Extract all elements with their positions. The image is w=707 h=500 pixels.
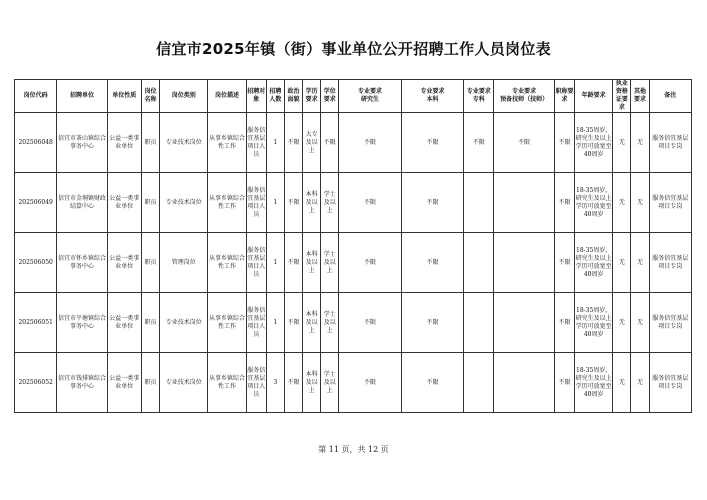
- table-cell-target: 服务信宜基层项目人员: [246, 173, 266, 233]
- table-cell-category: 专业技术岗位: [160, 113, 208, 173]
- table-header-row: [15, 80, 692, 113]
- table-cell-major-bach: 不限: [401, 353, 463, 413]
- column-header: 学位要求: [321, 80, 339, 113]
- table-cell-edu: 大专及以上: [303, 113, 321, 173]
- column-header: 专业要求 预备技师（技师）: [494, 80, 554, 113]
- table-cell-title-req: 不限: [554, 353, 574, 413]
- table-cell-edu: 本科及以上: [303, 293, 321, 353]
- table-cell-count: 1: [266, 173, 284, 233]
- table-cell-major-grad: 不限: [339, 293, 401, 353]
- table-cell-post: 职员: [141, 353, 159, 413]
- table-cell-major-assoc: 不限: [464, 113, 494, 173]
- table-cell-count: 3: [266, 353, 284, 413]
- table-cell-note: 服务信宜基层项目专岗: [649, 233, 691, 293]
- column-header: 岗位名称: [141, 80, 159, 113]
- table-row: [15, 113, 692, 173]
- table-cell-title-req: 不限: [554, 173, 574, 233]
- table-cell-politics: 不限: [284, 353, 302, 413]
- table-cell-major-bach: 不限: [401, 233, 463, 293]
- table-cell-major-assoc: [464, 293, 494, 353]
- table-cell-code: 202506048: [15, 113, 57, 173]
- table-cell-unit: 信宜市金垌镇财政结算中心: [57, 173, 107, 233]
- table-cell-target: 服务信宜基层项目人员: [246, 233, 266, 293]
- column-header: 招聘人数: [266, 80, 284, 113]
- table-cell-title-req: 不限: [554, 233, 574, 293]
- page-title: 信宜市2025年镇（街）事业单位公开招聘工作人员岗位表: [156, 40, 551, 58]
- table-cell-post: 职员: [141, 233, 159, 293]
- table-cell-major-tech: 不限: [494, 113, 554, 173]
- column-header: 学历要求: [303, 80, 321, 113]
- table-cell-other: 无: [631, 353, 649, 413]
- table-cell-category: 专业技术岗位: [160, 353, 208, 413]
- table-cell-major-tech: [494, 293, 554, 353]
- table-cell-politics: 不限: [284, 173, 302, 233]
- table-cell-major-assoc: [464, 233, 494, 293]
- table-cell-major-grad: 不限: [339, 113, 401, 173]
- table-cell-major-assoc: [464, 353, 494, 413]
- table-cell-cert: 无: [613, 173, 631, 233]
- table-cell-age: 18-35周岁，研究生及以上学历可放宽至40周岁: [575, 293, 613, 353]
- table-cell-code: 202506050: [15, 233, 57, 293]
- table-cell-desc: 从事乡镇综合性工作: [208, 173, 246, 233]
- table-cell-desc: 从事乡镇综合性工作: [208, 353, 246, 413]
- table-cell-other: 无: [631, 293, 649, 353]
- table-cell-cert: 无: [613, 113, 631, 173]
- table-cell-major-grad: 不限: [339, 173, 401, 233]
- table-cell-cert: 无: [613, 293, 631, 353]
- table-cell-major-bach: 不限: [401, 293, 463, 353]
- table-cell-desc: 从事乡镇综合性工作: [208, 233, 246, 293]
- column-header: 专业要求 专科: [464, 80, 494, 113]
- table-cell-code: 202506049: [15, 173, 57, 233]
- table-cell-title-req: 不限: [554, 113, 574, 173]
- table-cell-degree: 不限: [321, 113, 339, 173]
- table-cell-other: 无: [631, 233, 649, 293]
- table-cell-unit: 信宜市平塘镇综合事务中心: [57, 293, 107, 353]
- table-cell-desc: 从事乡镇综合性工作: [208, 293, 246, 353]
- table-cell-note: 服务信宜基层项目专岗: [649, 353, 691, 413]
- table-cell-edu: 本科及以上: [303, 233, 321, 293]
- table-cell-major-tech: [494, 353, 554, 413]
- table-cell-age: 18-35周岁，研究生及以上学历可放宽至40周岁: [575, 113, 613, 173]
- table-cell-count: 1: [266, 113, 284, 173]
- table-cell-category: 专业技术岗位: [160, 173, 208, 233]
- table-cell-count: 1: [266, 233, 284, 293]
- table-cell-age: 18-35周岁，研究生及以上学历可放宽至40周岁: [575, 353, 613, 413]
- table-cell-target: 服务信宜基层项目人员: [246, 353, 266, 413]
- table-cell-age: 18-35周岁，研究生及以上学历可放宽至40周岁: [575, 173, 613, 233]
- table-cell-cert: 无: [613, 233, 631, 293]
- column-header: 年龄要求: [575, 80, 613, 113]
- table-cell-category: 管理岗位: [160, 233, 208, 293]
- column-header: 备注: [649, 80, 691, 113]
- table-cell-degree: 学士及以上: [321, 293, 339, 353]
- table-cell-major-tech: [494, 233, 554, 293]
- table-row: [15, 293, 692, 353]
- table-cell-nature: 公益一类事业单位: [107, 233, 141, 293]
- table-cell-note: 服务信宜基层项目专岗: [649, 113, 691, 173]
- table-cell-other: 无: [631, 113, 649, 173]
- column-header: 招聘单位: [57, 80, 107, 113]
- table-cell-major-assoc: [464, 173, 494, 233]
- job-positions-table: [14, 79, 692, 413]
- table-cell-note: 服务信宜基层项目专岗: [649, 173, 691, 233]
- table-cell-nature: 公益一类事业单位: [107, 293, 141, 353]
- table-cell-target: 服务信宜基层项目人员: [246, 293, 266, 353]
- table-cell-title-req: 不限: [554, 293, 574, 353]
- table-cell-major-bach: 不限: [401, 113, 463, 173]
- table-cell-politics: 不限: [284, 293, 302, 353]
- column-header: 岗位代码: [15, 80, 57, 113]
- table-cell-note: 服务信宜基层项目专岗: [649, 293, 691, 353]
- table-cell-category: 专业技术岗位: [160, 293, 208, 353]
- table-cell-post: 职员: [141, 113, 159, 173]
- table-cell-code: 202506052: [15, 353, 57, 413]
- table-cell-politics: 不限: [284, 113, 302, 173]
- column-header: 职称要求: [554, 80, 574, 113]
- column-header: 招聘对象: [246, 80, 266, 113]
- column-header: 岗位类别: [160, 80, 208, 113]
- table-row: [15, 233, 692, 293]
- table-cell-nature: 公益一类事业单位: [107, 113, 141, 173]
- table-body: [15, 113, 692, 413]
- table-cell-edu: 本科及以上: [303, 173, 321, 233]
- column-header: 其他要求: [631, 80, 649, 113]
- column-header: 专业要求 研究生: [339, 80, 401, 113]
- table-cell-unit: 信宜市怀乡镇综合事务中心: [57, 233, 107, 293]
- table-cell-desc: 从事乡镇综合性工作: [208, 113, 246, 173]
- table-cell-count: 1: [266, 293, 284, 353]
- column-header: 岗位描述: [208, 80, 246, 113]
- table-cell-edu: 本科及以上: [303, 353, 321, 413]
- table-row: [15, 173, 692, 233]
- column-header: 执业资格证要求: [613, 80, 631, 113]
- table-cell-other: 无: [631, 173, 649, 233]
- table-cell-post: 职员: [141, 173, 159, 233]
- table-cell-degree: 学士及以上: [321, 173, 339, 233]
- table-cell-cert: 无: [613, 353, 631, 413]
- table-cell-unit: 信宜市钱排镇综合事务中心: [57, 353, 107, 413]
- table-cell-degree: 学士及以上: [321, 233, 339, 293]
- table-cell-unit: 信宜市茶山镇综合事务中心: [57, 113, 107, 173]
- table-cell-major-tech: [494, 173, 554, 233]
- table-cell-age: 18-35周岁，研究生及以上学历可放宽至40周岁: [575, 233, 613, 293]
- table-row: [15, 353, 692, 413]
- page-footer: 第 11 页，共 12 页: [318, 445, 389, 454]
- table-cell-nature: 公益一类事业单位: [107, 173, 141, 233]
- table-cell-post: 职员: [141, 293, 159, 353]
- column-header: 单位性质: [107, 80, 141, 113]
- table-cell-major-bach: 不限: [401, 173, 463, 233]
- table-cell-code: 202506051: [15, 293, 57, 353]
- table-cell-target: 服务信宜基层项目人员: [246, 113, 266, 173]
- table-cell-major-grad: 不限: [339, 233, 401, 293]
- column-header: 政治面貌: [284, 80, 302, 113]
- table-cell-nature: 公益一类事业单位: [107, 353, 141, 413]
- table-cell-degree: 学士及以上: [321, 353, 339, 413]
- column-header: 专业要求 本科: [401, 80, 463, 113]
- table-cell-politics: 不限: [284, 233, 302, 293]
- table-cell-major-grad: 不限: [339, 353, 401, 413]
